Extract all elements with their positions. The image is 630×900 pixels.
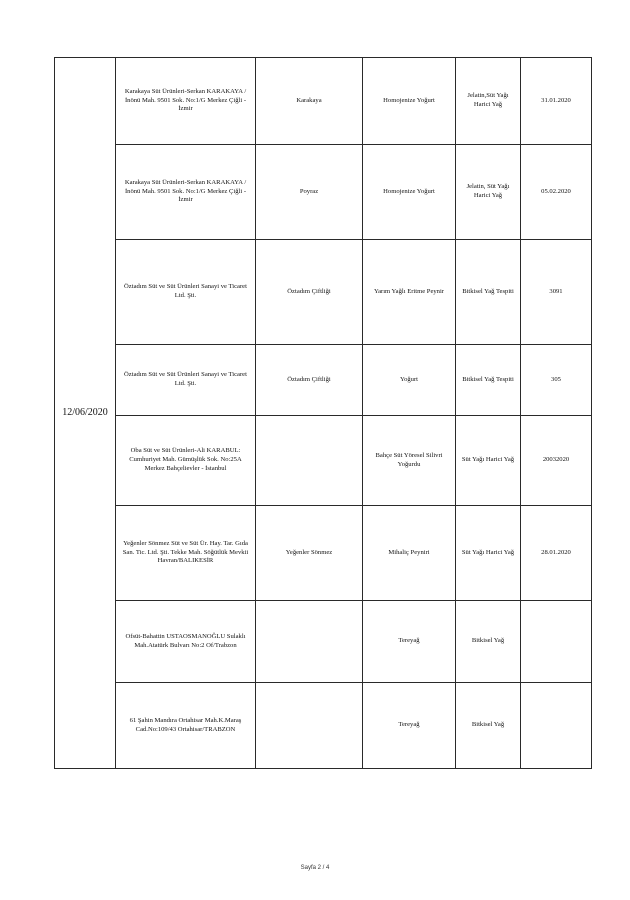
- product-cell: Homojenize Yoğurt: [363, 145, 456, 240]
- table-row: [55, 345, 592, 416]
- company-cell: Ofsüt-Bahattin USTAOSMANOĞLU Sulaklı Mah.Atatürk Bulvarı No:2 Of/Trabzon: [116, 601, 256, 683]
- lot-cell: 31.01.2020: [521, 58, 592, 145]
- brand-cell: [256, 601, 363, 683]
- finding-cell: Süt Yağı Harici Yağ: [456, 506, 521, 601]
- page-number: Sayfa 2 / 4: [300, 865, 330, 871]
- company-cell: Öztadım Süt ve Süt Ürünleri Sanayi ve Ticaret Ltd. Şti.: [116, 240, 256, 345]
- brand-cell: Karakaya: [256, 58, 363, 145]
- finding-cell: Bitkisel Yağ: [456, 683, 521, 769]
- table-row: [55, 416, 592, 506]
- lot-cell: 3091: [521, 240, 592, 345]
- lot-cell: 305: [521, 345, 592, 416]
- finding-cell: Bitkisel Yağ Tespiti: [456, 240, 521, 345]
- company-cell: Karakaya Süt Ürünleri-Serkan KARAKAYA / İnönü Mah. 9501 Sok. No:1/G Merkez Çiğli - İzmir: [116, 58, 256, 145]
- brand-cell: Öztadım Çiftliği: [256, 240, 363, 345]
- company-cell: Yeğenler Sönmez Süt ve Süt Ür. Hay. Tar. Gıda San. Tic. Ltd. Şti. Tekke Mah. Söğütlük Mevkii Havran/BALIKESİR: [116, 506, 256, 601]
- finding-cell: Bitkisel Yağ Tespiti: [456, 345, 521, 416]
- lot-cell: 20032020: [521, 416, 592, 506]
- finding-cell: Süt Yağı Harici Yağ: [456, 416, 521, 506]
- product-cell: Yarım Yağlı Eritme Peynir: [363, 240, 456, 345]
- finding-cell: Jelatin,Süt Yağı Harici Yağ: [456, 58, 521, 145]
- brand-cell: Yeğenler Sönmez: [256, 506, 363, 601]
- product-cell: Tereyağ: [363, 683, 456, 769]
- product-cell: Bahçe Süt Yöresel Silivri Yoğurdu: [363, 416, 456, 506]
- date-cell: 12/06/2020: [55, 58, 116, 769]
- company-cell: Karakaya Süt Ürünleri-Serkan KARAKAYA / İnönü Mah. 9501 Sok. No:1/G Merkez Çiğli - İzmir: [116, 145, 256, 240]
- lot-cell: [521, 683, 592, 769]
- brand-cell: [256, 683, 363, 769]
- product-cell: Yoğurt: [363, 345, 456, 416]
- table-row: [55, 240, 592, 345]
- brand-cell: [256, 416, 363, 506]
- brand-cell: Öztadım Çiftliği: [256, 345, 363, 416]
- company-cell: 61 Şahin Mandıra Ortahisar Mah.K.Maraş Cad.No:109/43 Ortahisar/TRABZON: [116, 683, 256, 769]
- report-table: [54, 57, 592, 769]
- product-cell: Tereyağ: [363, 601, 456, 683]
- company-cell: Öztadım Süt ve Süt Ürünleri Sanayi ve Ticaret Ltd. Şti.: [116, 345, 256, 416]
- product-cell: Homojenize Yoğurt: [363, 58, 456, 145]
- table-row: [55, 145, 592, 240]
- table-row: [55, 683, 592, 769]
- finding-cell: Jelatin, Süt Yağı Harici Yağ: [456, 145, 521, 240]
- finding-cell: Bitkisel Yağ: [456, 601, 521, 683]
- table-row: [55, 58, 592, 145]
- lot-cell: 05.02.2020: [521, 145, 592, 240]
- lot-cell: 28.01.2020: [521, 506, 592, 601]
- brand-cell: Poyraz: [256, 145, 363, 240]
- lot-cell: [521, 601, 592, 683]
- table-row: [55, 506, 592, 601]
- table-row: [55, 601, 592, 683]
- company-cell: Oba Süt ve Süt Ürünleri-Ali KARABUL: Cumhuriyet Mah. Gümüşlük Sok. No:25A Merkez Bahçelievler - İstanbul: [116, 416, 256, 506]
- product-cell: Mihaliç Peyniri: [363, 506, 456, 601]
